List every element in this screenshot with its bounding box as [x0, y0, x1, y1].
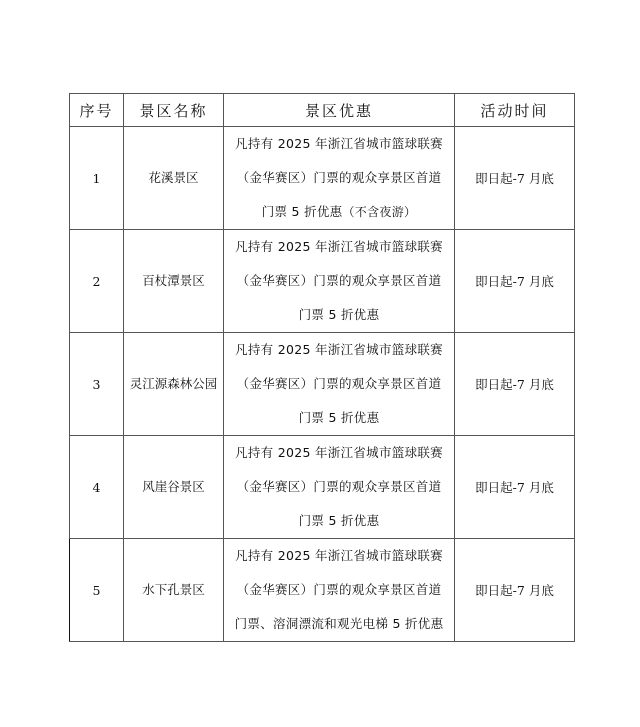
header-serial-number: 序号	[70, 94, 124, 127]
row-serial-number: 5	[70, 539, 124, 642]
row-serial-number: 1	[70, 127, 124, 230]
row-discount-text	[224, 127, 455, 230]
offer-line: 凡持有 2025 年浙江省城市篮球联赛	[235, 239, 443, 254]
table-row	[70, 333, 575, 436]
row-scenic-name: 水下孔景区	[124, 539, 224, 642]
row-activity-time: 即日起-7 月底	[455, 127, 575, 230]
row-serial-number: 4	[70, 436, 124, 539]
row-scenic-name: 百杖潭景区	[124, 230, 224, 333]
scenic-discount-table	[69, 93, 575, 642]
row-serial-number: 2	[70, 230, 124, 333]
offer-line: 门票、溶洞漂流和观光电梯 5 折优惠	[234, 616, 444, 631]
offer-line: （金华赛区）门票的观众享景区首道	[236, 273, 442, 288]
row-activity-time: 即日起-7 月底	[455, 539, 575, 642]
header-activity-time: 活动时间	[455, 94, 575, 127]
offer-line: （金华赛区）门票的观众享景区首道	[236, 479, 442, 494]
table-row	[70, 436, 575, 539]
table-row	[70, 127, 575, 230]
offer-line: 凡持有 2025 年浙江省城市篮球联赛	[235, 548, 443, 563]
table-row	[70, 230, 575, 333]
table-header-row	[70, 94, 575, 127]
offer-line: 门票 5 折优惠	[298, 307, 380, 322]
header-scenic-name: 景区名称	[124, 94, 224, 127]
row-discount-text	[224, 436, 455, 539]
table-row	[70, 539, 575, 642]
offer-line: （金华赛区）门票的观众享景区首道	[236, 170, 442, 185]
offer-line: 门票 5 折优惠	[298, 513, 380, 528]
row-scenic-name: 风崖谷景区	[124, 436, 224, 539]
offer-line: 凡持有 2025 年浙江省城市篮球联赛	[235, 342, 443, 357]
row-serial-number: 3	[70, 333, 124, 436]
offer-line: 门票 5 折优惠	[261, 204, 343, 219]
offer-line: （金华赛区）门票的观众享景区首道	[236, 582, 442, 597]
offer-line: 凡持有 2025 年浙江省城市篮球联赛	[235, 445, 443, 460]
row-activity-time: 即日起-7 月底	[455, 333, 575, 436]
offer-line: 门票 5 折优惠	[298, 410, 380, 425]
offer-line: （金华赛区）门票的观众享景区首道	[236, 376, 442, 391]
offer-line: 凡持有 2025 年浙江省城市篮球联赛	[235, 136, 443, 151]
row-activity-time: 即日起-7 月底	[455, 436, 575, 539]
header-scenic-discount: 景区优惠	[224, 94, 455, 127]
row-activity-time: 即日起-7 月底	[455, 230, 575, 333]
row-scenic-name: 灵江源森林公园	[124, 333, 224, 436]
offer-note: （不含夜游）	[342, 205, 417, 219]
row-discount-text	[224, 333, 455, 436]
row-discount-text	[224, 230, 455, 333]
row-discount-text	[224, 539, 455, 642]
row-scenic-name: 花溪景区	[124, 127, 224, 230]
